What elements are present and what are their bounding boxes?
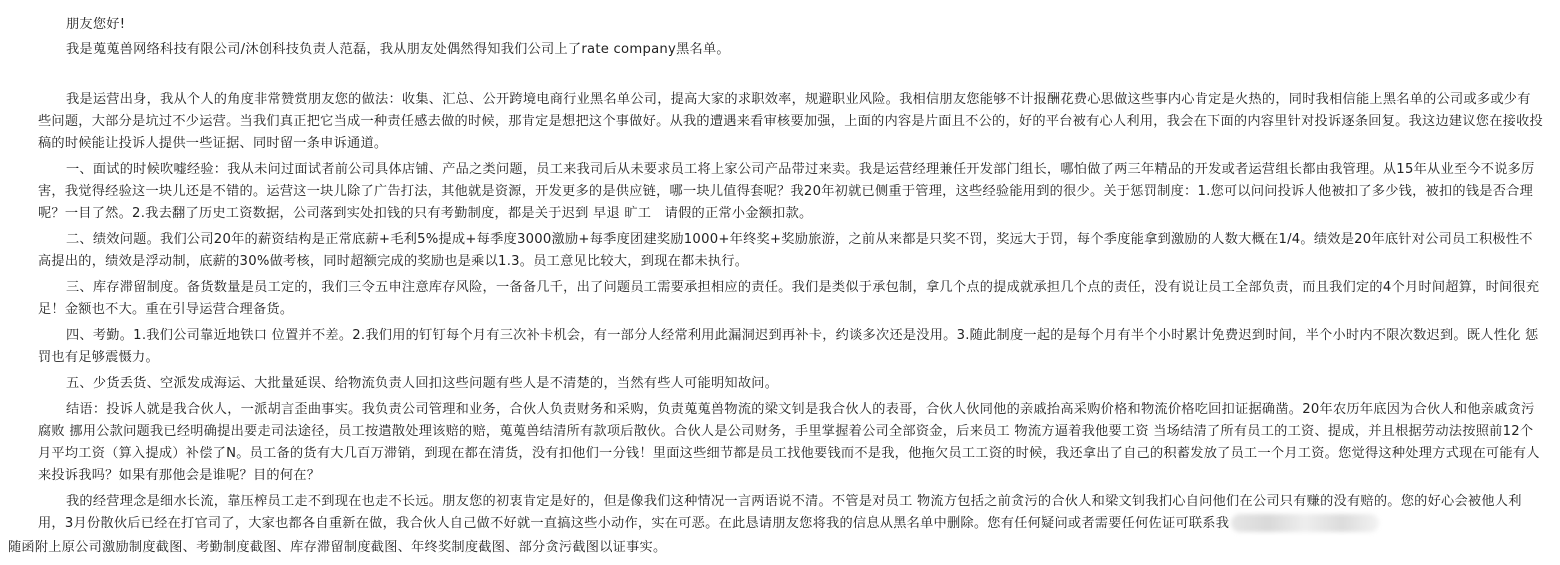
attachment-note-paragraph: 随函附上原公司激励制度截图、考勤制度截图、库存滞留制度截图、年终奖制度截图、部分贪污截图以证事实。 <box>8 540 667 555</box>
attendance-paragraph: 四、考勤。1.我们公司靠近地铁口 位置并不差。2.我们用的钉钉每个月有三次补卡机会，有一部分人经常利用此漏洞迟到再补卡，约谈多次还是没用。3.随此制度一起的是每个月有半个小时累计免费迟到时间，半个小时内不限次数迟到。既人性化 惩罚也有足够震慑力。 <box>38 328 1539 365</box>
philosophy-paragraph <box>38 491 1544 535</box>
inventory-policy-paragraph: 三、库存滞留制度。备货数量是员工定的，我们三令五申注意库存风险，一备备几千，出了问题员工需要承担相应的责任。我们是类似于承包制，拿几个点的提成就承担几个点的责任，没有说让员工全部负责，而且我们定的4个月时间超算，时间很充足！金额也不大。重在引导运营合理备货。 <box>38 280 1540 317</box>
conclusion-paragraph: 结语：投诉人就是我合伙人，一派胡言歪曲事实。我负责公司管理和业务，合伙人负责财务和采购，负责蒐蒐兽物流的梁文钊是我合伙人的表哥，合伙人伙同他的亲戚抬高采购价格和物流价格吃回扣证据确凿。20年农历年底因为合伙人和他亲戚贪污腐败 挪用公款问题我已经明确提出要走司法途径，员工按遣散处理该赔的赔，蒐蒐兽结清所有款项后散伙。合伙人是公司财务，手里掌握着公司全部资金，后来员工 物流方逼着我他要工资 当场结清了所有员工的工资、提成，并且根据劳动法按照前12个月平均工资（算入提成）补偿了N。员工备的货有大几百万滞销，到现在都在清货，没有扣他们一分钱！里面这些细节都是员工找他要钱而不是我，他拖欠员工工资的时候，我还拿出了自己的积蓄发放了员工一个月工资。您觉得这种处理方式现在可能有人来投诉我吗？如果有那他会是谁呢？目的何在？ <box>38 402 1540 483</box>
intro-paragraph: 我是蒐蒐兽网络科技有限公司/沐创科技负责人范磊，我从朋友处偶然得知我们公司上了rate company黑名单。 <box>66 42 730 57</box>
performance-paragraph: 二、绩效问题。我们公司20年的薪资结构是正常底薪+毛利5%提成+每季度3000激励+每季度团建奖励1000+年终奖+奖励旅游，之前从来都是只奖不罚，奖远大于罚，每个季度能拿到激励的人数大概在1/4。绩效是20年底针对公司员工积极性不高提出的，绩效是浮动制，底薪的30%做考核，同时超额完成的奖励也是乘以1.3。员工意见比较大，到现在都未执行。 <box>38 232 1533 269</box>
background-paragraph: 我是运营出身，我从个人的角度非常赞赏朋友您的做法：收集、汇总、公开跨境电商行业黑名单公司，提高大家的求职效率，规避职业风险。我相信朋友您能够不计报酬花费心思做这些事内心肯定是火热的，同时我相信能上黑名单的公司或多或少有些问题，大部分是坑过不少运营。当我们真正把它当成一种责任感去做的时候，那肯定是想把这个事做好。从我的遭遇来看审核要加强，上面的内容是片面且不公的，好的平台被有心人利用，我会在下面的内容里针对投诉逐条回复。我这边建议您在接收投稿的时候能让投诉人提供一些证据、同时留一条申诉通道。 <box>38 92 1543 151</box>
greeting-line: 朋友您好! <box>66 17 126 32</box>
redacted-contact-blur <box>1231 514 1379 532</box>
logistics-issues-paragraph: 五、少货丢货、空派发成海运、大批量延误、给物流负责人回扣这些问题有些人是不清楚的，当然有些人可能明知故问。 <box>66 376 779 391</box>
letter-document <box>8 14 1544 561</box>
interview-experience-paragraph: 一、面试的时候吹嘘经验：我从未问过面试者前公司具体店铺、产品之类问题，员工来我司后从未要求员工将上家公司产品带过来卖。我是运营经理兼任开发部门组长，哪怕做了两三年精品的开发或者运营组长都由我管理。从15年从业至今不说多厉害，我觉得经验这一块儿还是不错的。运营这一块儿除了广告打法，其他就是资源，开发更多的是供应链，哪一块儿值得套呢？我20年初就已侧重于管理，这些经验能用到的很少。关于惩罚制度：1.您可以问问投诉人他被扣了多少钱，被扣的钱是否合理呢？一目了然。2.我去翻了历史工资数据，公司落到实处扣钱的只有考勤制度，都是关于迟到 早退 旷工 请假的正常小金额扣款。 <box>38 162 1535 221</box>
philosophy-text: 我的经营理念是细水长流，靠压榨员工走不到现在也走不长远。朋友您的初衷肯定是好的，但是像我们这种情况一言两语说不清。不管是对员工 物流方包括之前贪污的合伙人和梁文钊我扪心自问他们在公司只有赚的没有赔的。您的好心会被他人利用，3月份散伙后已经在打官司了，大家也都各自重新在做，我合伙人自己做不好就一直搞这些小动作，实在可恶。在此恳请朋友您将我的信息从黑名单中删除。您有任何疑问或者需要任何佐证可联系我 <box>38 494 1522 531</box>
